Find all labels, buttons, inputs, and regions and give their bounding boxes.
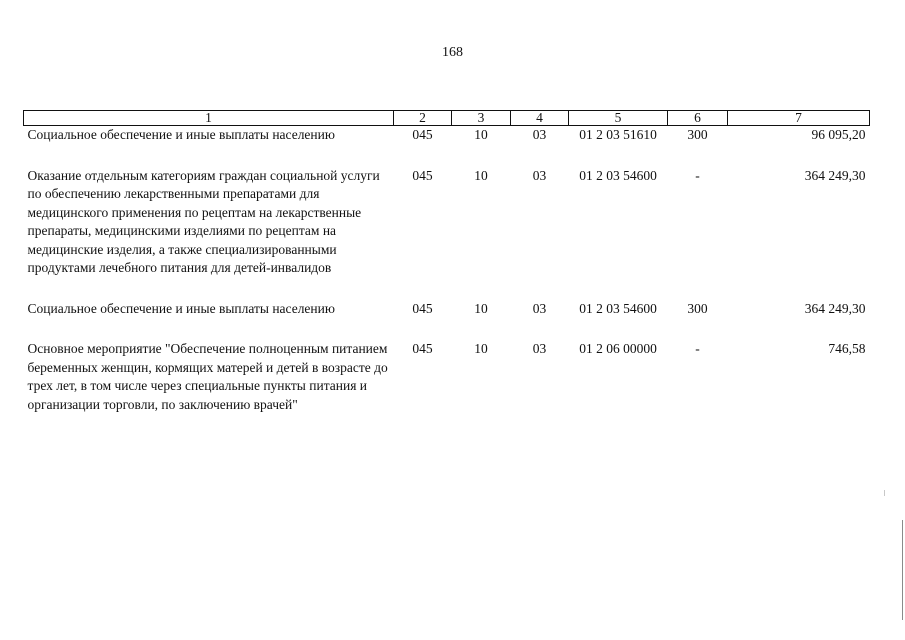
row-section-code: 10 (474, 127, 488, 142)
row-subsection-code: 03 (532, 300, 547, 316)
row-expense-type: 300 (687, 300, 708, 316)
table-header (24, 111, 870, 126)
row-ministry-code: 045 (412, 341, 433, 356)
row-amount: 364 249,30 (804, 167, 866, 183)
scan-edge-line (902, 520, 903, 620)
header-col-7: 7 (728, 111, 870, 126)
row-section-code: 10 (474, 167, 488, 183)
row-target-article: 01 2 03 54600 (579, 300, 657, 316)
header-col-6: 6 (668, 111, 728, 126)
header-col-3: 3 (452, 111, 511, 126)
scan-artifact-dot (884, 490, 885, 496)
row-target-article: 01 2 03 54600 (579, 167, 657, 183)
table-row (24, 340, 870, 428)
row-expense-type: 300 (687, 127, 708, 142)
row-amount: 364 249,30 (804, 300, 866, 316)
header-col-1: 1 (24, 111, 394, 126)
row-ministry-code: 045 (412, 300, 433, 316)
row-name: Оказание отдельным категориям граждан социальной услуги по обеспечению лекарственными препаратами для медицинского применения по рецептам на лекарственные препараты, медицинскими изделиями по рецептам на медицинские изделия, а также специализированными продуктами лечебного питания для детей-инвалидов (27, 167, 380, 275)
row-section-code: 10 (474, 341, 488, 356)
header-col-5: 5 (569, 111, 668, 126)
row-target-article: 01 2 03 51610 (579, 127, 657, 142)
row-subsection-code: 03 (532, 167, 547, 183)
row-amount: 96 095,20 (811, 127, 866, 142)
header-col-4: 4 (511, 111, 569, 126)
row-subsection-code: 03 (532, 341, 547, 356)
row-ministry-code: 045 (412, 167, 433, 183)
row-target-article: 01 2 06 00000 (579, 341, 657, 356)
header-row (24, 111, 870, 126)
row-ministry-code: 045 (412, 127, 433, 142)
table-row (24, 126, 870, 167)
page-number: 168 (442, 45, 463, 60)
row-name: Основное мероприятие "Обеспечение полноценным питанием беременных женщин, кормящих матерей и детей в возрасте до трех лет, в том числе через специальные пункты питания и организации торговли, по заключению врачей" (27, 341, 388, 412)
row-expense-type: - (695, 341, 700, 356)
table-row (24, 300, 870, 341)
row-section-code: 10 (474, 300, 488, 316)
row-amount: 746,58 (828, 341, 866, 356)
budget-table (23, 110, 870, 428)
row-expense-type: - (695, 167, 700, 183)
table-row (24, 167, 870, 300)
header-col-2: 2 (394, 111, 452, 126)
row-name: Социальное обеспечение и иные выплаты населению (27, 300, 335, 316)
table-body (24, 126, 870, 429)
row-name: Социальное обеспечение и иные выплаты населению (27, 127, 335, 142)
row-subsection-code: 03 (532, 127, 547, 142)
